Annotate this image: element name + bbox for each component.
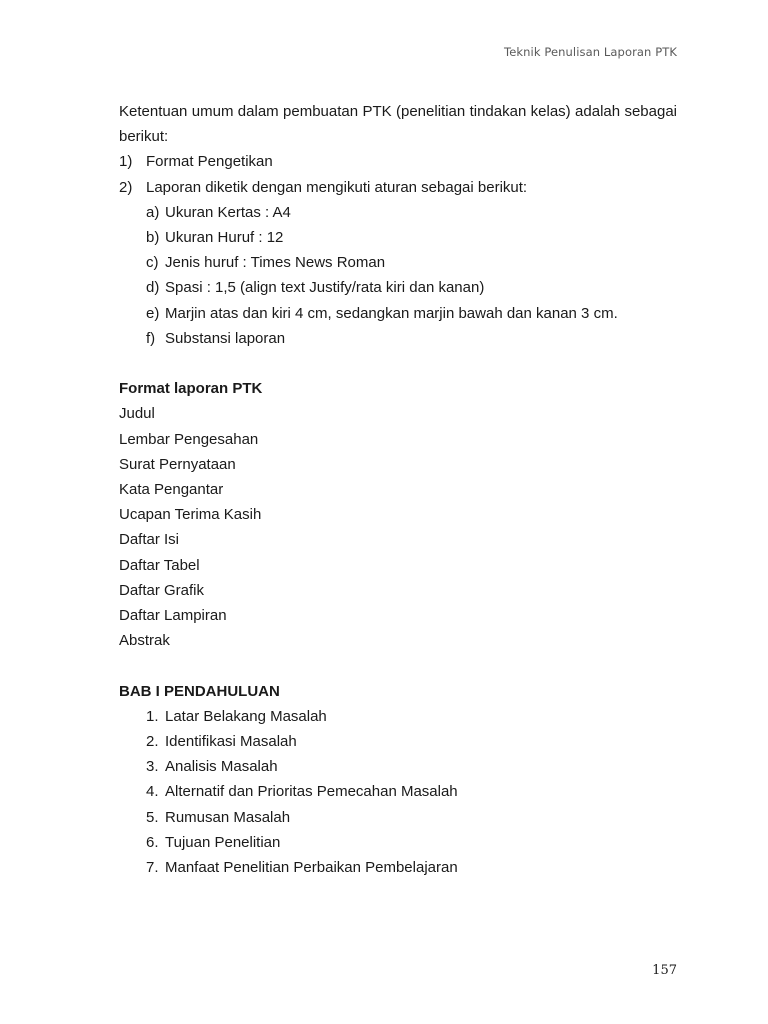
bab1-item-number: 1.	[146, 707, 159, 725]
spacer	[119, 653, 677, 678]
rule-text: Jenis huruf : Times News Roman	[165, 254, 386, 272]
rule-item	[119, 301, 677, 326]
rule-item	[119, 250, 677, 275]
rule-text: Spasi : 1,5 (align text Justify/rata kiri dan kanan)	[165, 279, 485, 297]
numbered-item	[119, 149, 677, 174]
page-body	[119, 99, 677, 880]
rule-item	[119, 326, 677, 351]
rule-letter: f)	[146, 329, 156, 347]
bab1-item-text: Rumusan Masalah	[165, 808, 291, 826]
bab1-item	[119, 830, 677, 855]
format-item: Abstrak	[119, 632, 170, 650]
bab1-item-number: 5.	[146, 808, 159, 826]
bab1-item-number: 7.	[146, 859, 159, 877]
rule-item	[119, 275, 677, 300]
bab1-item-number: 4.	[146, 783, 159, 801]
rule-item	[119, 200, 677, 225]
intro-paragraph: Ketentuan umum dalam pembuatan PTK (penelitian tindakan kelas) adalah sebagai berikut:	[119, 103, 677, 146]
bab1-item-text: Alternatif dan Prioritas Pemecahan Masalah	[165, 783, 458, 801]
format-item: Surat Pernyataan	[119, 455, 236, 473]
bab1-item-number: 3.	[146, 758, 159, 776]
bab1-item	[119, 779, 677, 804]
rule-letter: e)	[146, 304, 160, 322]
rule-text: Ukuran Huruf : 12	[165, 229, 284, 247]
format-item: Daftar Lampiran	[119, 607, 227, 625]
format-item: Lembar Pengesahan	[119, 430, 259, 448]
bab1-item-text: Tujuan Penelitian	[165, 833, 281, 851]
format-section-heading: Format laporan PTK	[119, 380, 263, 398]
rule-letter: a)	[146, 203, 160, 221]
bab1-item	[119, 729, 677, 754]
bab1-item-text: Latar Belakang Masalah	[165, 707, 327, 725]
rule-text: Substansi laporan	[165, 329, 286, 347]
format-item: Daftar Isi	[119, 531, 180, 549]
bab1-item-text: Identifikasi Masalah	[165, 733, 297, 751]
bab1-item	[119, 704, 677, 729]
bab1-item	[119, 855, 677, 880]
item-text: Format Pengetikan	[146, 153, 273, 171]
item-number: 1)	[119, 153, 133, 171]
bab1-heading: BAB I PENDAHULUAN	[119, 682, 280, 700]
format-item: Kata Pengantar	[119, 481, 224, 499]
bab1-item-number: 2.	[146, 733, 159, 751]
page-number: 157	[652, 963, 677, 978]
numbered-item	[119, 175, 677, 200]
rule-letter: c)	[146, 254, 159, 272]
item-text: Laporan diketik dengan mengikuti aturan sebagai berikut:	[146, 178, 528, 196]
running-header: Teknik Penulisan Laporan PTK	[504, 45, 677, 59]
bab1-item-text: Analisis Masalah	[165, 758, 278, 776]
bab1-item-text: Manfaat Penelitian Perbaikan Pembelajaran	[165, 859, 458, 877]
spacer	[119, 351, 677, 376]
rule-letter: d)	[146, 279, 160, 297]
bab1-item	[119, 754, 677, 779]
format-item: Daftar Grafik	[119, 581, 205, 599]
item-number: 2)	[119, 178, 133, 196]
rule-text: Marjin atas dan kiri 4 cm, sedangkan marjin bawah dan kanan 3 cm.	[165, 304, 618, 322]
rule-text: Ukuran Kertas : A4	[165, 203, 291, 221]
bab1-item	[119, 805, 677, 830]
bab1-item-number: 6.	[146, 833, 159, 851]
rule-item	[119, 225, 677, 250]
format-item: Judul	[119, 405, 155, 423]
format-item: Daftar Tabel	[119, 556, 200, 574]
format-item: Ucapan Terima Kasih	[119, 506, 262, 524]
rule-letter: b)	[146, 229, 160, 247]
